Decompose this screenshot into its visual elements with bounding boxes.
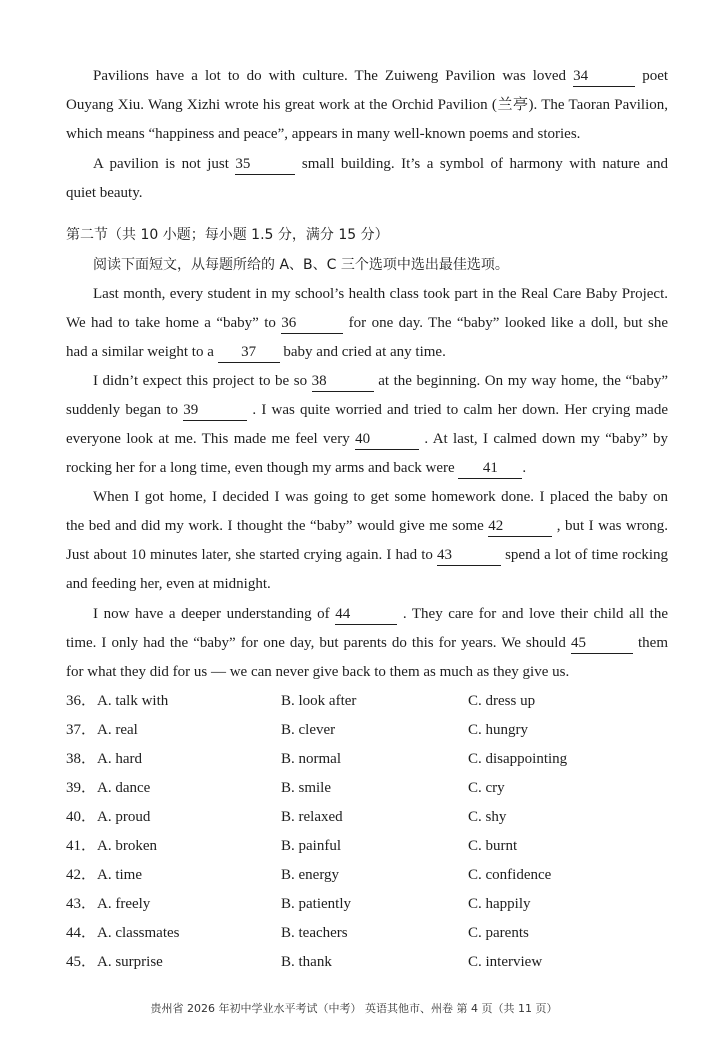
- text-run: had a similar weight to a: [66, 344, 214, 360]
- option-row: [66, 948, 668, 977]
- passage-p2-line-2: [66, 396, 668, 425]
- question-number: 36．: [66, 693, 97, 709]
- blank-40: 40: [355, 429, 419, 450]
- text-run: rocking her for a long time, even though my arms and back were: [66, 460, 455, 476]
- question-number: 37．: [66, 722, 97, 738]
- option-a: A. hard: [97, 751, 142, 767]
- option-a: A. surprise: [97, 954, 163, 970]
- option-c: C. dress up: [468, 693, 536, 709]
- pavilion-culture-line-2: Ouyang Xiu. Wang Xizhi wrote his great work at the Orchid Pavilion (兰亭). The Taoran Pavilion,: [66, 97, 668, 113]
- passage-p2-line-4: [66, 454, 668, 483]
- option-row: [66, 716, 668, 745]
- blank-43: 43: [437, 545, 501, 566]
- text-run: time. I only had the “baby” for one day, but parents do this for years. We should: [66, 635, 566, 651]
- text-run: I didn’t expect this project to be so: [93, 373, 308, 389]
- passage-p4-line-3: for what they did for us — we can never give back to them as much as they give us.: [66, 664, 570, 680]
- option-a: A. classmates: [97, 925, 180, 941]
- text-run: . At last, I calmed down my “baby” by: [424, 431, 668, 447]
- text-run: suddenly began to: [66, 402, 179, 418]
- pavilion-symbol-line-2: quiet beauty.: [66, 185, 143, 201]
- blank-36: 36: [281, 313, 343, 334]
- option-b: B. energy: [281, 867, 340, 883]
- option-row: [66, 832, 668, 861]
- option-b: B. painful: [281, 838, 341, 854]
- option-b: B. relaxed: [281, 809, 343, 825]
- option-c: C. disappointing: [468, 751, 568, 767]
- text-run: A pavilion is not just: [93, 156, 229, 172]
- option-c: C. confidence: [468, 867, 552, 883]
- question-number: 45．: [66, 954, 97, 970]
- text-run: them: [638, 635, 668, 651]
- blank-34: 34: [573, 66, 635, 87]
- page-footer: 贵州省 2026 年初中学业水平考试（中考） 英语其他市、州卷 第 4 页（共 11 页）: [150, 1002, 558, 1015]
- passage-p1-line-2: [66, 309, 668, 338]
- blank-35: 35: [235, 154, 295, 175]
- blank-41: 41: [458, 458, 522, 479]
- option-a: A. freely: [97, 896, 151, 912]
- passage-p1-line-3: [66, 338, 668, 367]
- passage-p3-line-4: and feeding her, even at midnight.: [66, 576, 271, 592]
- option-a: A. time: [97, 867, 142, 883]
- question-number: 40．: [66, 809, 97, 825]
- option-b: B. clever: [281, 722, 336, 738]
- option-b: B. normal: [281, 751, 341, 767]
- option-row: [66, 803, 668, 832]
- section-heading: 第二节（共 10 小题；每小题 1.5 分，满分 15 分）: [66, 227, 389, 243]
- option-b: B. look after: [281, 693, 357, 709]
- option-row: [66, 861, 668, 890]
- question-number: 42．: [66, 867, 97, 883]
- question-number: 44．: [66, 925, 97, 941]
- blank-39: 39: [183, 400, 247, 421]
- pavilion-culture-line-3: which means “happiness and peace”, appears in many well-known poems and stories.: [66, 126, 581, 142]
- question-number: 43．: [66, 896, 97, 912]
- passage-p3-line-2: [66, 512, 668, 541]
- text-run: We had to take home a “baby” to: [66, 315, 276, 331]
- pavilion-symbol-line-1: [93, 150, 668, 179]
- question-number: 38．: [66, 751, 97, 767]
- blank-44: 44: [335, 604, 397, 625]
- text-run: , but I was wrong.: [556, 518, 668, 534]
- text-run: .: [522, 460, 527, 476]
- blank-38: 38: [312, 371, 374, 392]
- passage-p2-line-3: [66, 425, 668, 454]
- option-a: A. dance: [97, 780, 151, 796]
- text-run: at the beginning. On my way home, the “baby”: [378, 373, 668, 389]
- question-number: 41．: [66, 838, 97, 854]
- text-run: the bed and did my work. I thought the “baby” would give me some: [66, 518, 484, 534]
- text-run: . I was quite worried and tried to calm her down. Her crying made: [252, 402, 668, 418]
- option-c: C. hungry: [468, 722, 528, 738]
- passage-p2-line-1: [93, 367, 668, 396]
- text-run: poet: [642, 68, 668, 84]
- text-run: baby and cried at any time.: [283, 344, 446, 360]
- text-run: Just about 10 minutes later, she started crying again. I had to: [66, 547, 433, 563]
- option-b: B. patiently: [281, 896, 351, 912]
- passage-p4-line-2: [66, 629, 668, 658]
- option-a: A. real: [97, 722, 138, 738]
- section-instruction: 阅读下面短文，从每题所给的 A、B、C 三个选项中选出最佳选项。: [93, 257, 509, 273]
- text-run: . They care for and love their child all the: [402, 606, 668, 622]
- option-row: [66, 774, 668, 803]
- option-a: A. talk with: [97, 693, 169, 709]
- text-run: everyone look at me. This made me feel very: [66, 431, 350, 447]
- passage-p4-line-1: [93, 600, 668, 629]
- question-number: 39．: [66, 780, 97, 796]
- blank-42: 42: [488, 516, 552, 537]
- option-b: B. teachers: [281, 925, 348, 941]
- passage-p1-line-1: Last month, every student in my school’s health class took part in the Real Care Baby Project.: [93, 286, 668, 302]
- option-c: C. interview: [468, 954, 543, 970]
- passage-p3-line-3: [66, 541, 668, 570]
- option-row: [66, 687, 668, 716]
- option-row: [66, 890, 668, 919]
- option-c: C. shy: [468, 809, 507, 825]
- text-run: Pavilions have a lot to do with culture. The Zuiweng Pavilion was loved: [93, 68, 567, 84]
- option-b: B. smile: [281, 780, 332, 796]
- text-run: I now have a deeper understanding of: [93, 606, 330, 622]
- pavilion-culture-line-1: [93, 62, 668, 91]
- text-run: small building. It’s a symbol of harmony with nature and: [301, 156, 668, 172]
- option-a: A. proud: [97, 809, 151, 825]
- text-run: for one day. The “baby” looked like a doll, but she: [348, 315, 668, 331]
- option-row: [66, 919, 668, 948]
- blank-37: 37: [218, 342, 280, 363]
- option-row: [66, 745, 668, 774]
- option-b: B. thank: [281, 954, 332, 970]
- option-a: A. broken: [97, 838, 157, 854]
- option-c: C. cry: [468, 780, 505, 796]
- blank-45: 45: [571, 633, 633, 654]
- passage-p3-line-1: When I got home, I decided I was going to get some homework done. I placed the baby on: [93, 489, 668, 505]
- option-c: C. parents: [468, 925, 529, 941]
- option-c: C. burnt: [468, 838, 518, 854]
- option-c: C. happily: [468, 896, 531, 912]
- text-run: spend a lot of time rocking: [505, 547, 668, 563]
